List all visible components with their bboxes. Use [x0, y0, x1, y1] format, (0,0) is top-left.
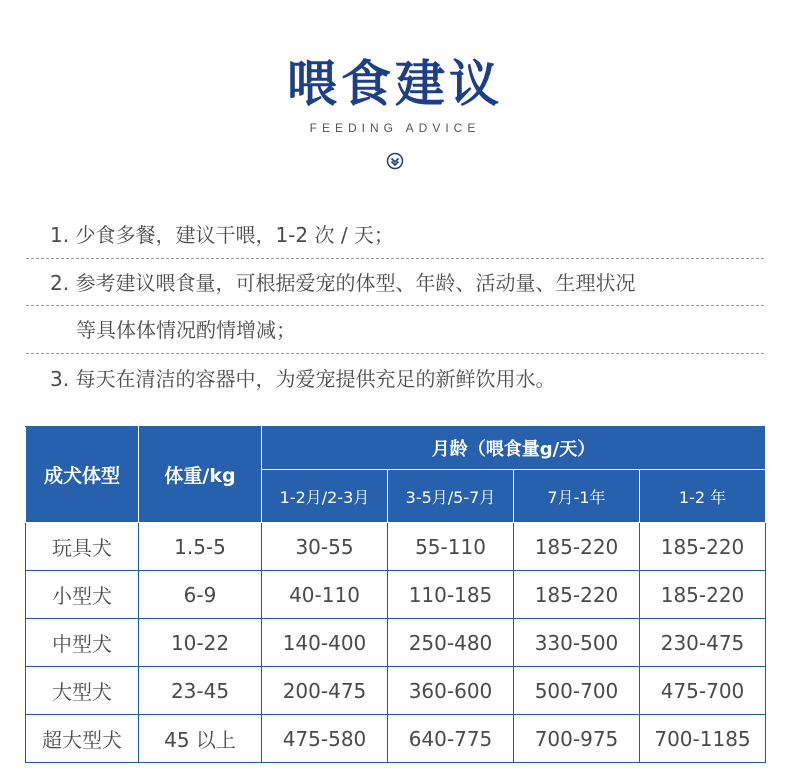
- chevron-down-circle-icon: [386, 152, 404, 170]
- cell-amount: 30-55: [262, 523, 388, 571]
- cell-size: 超大型犬: [26, 715, 139, 763]
- cell-amount: 185-220: [514, 523, 640, 571]
- table-row: [26, 715, 766, 763]
- divider: [26, 258, 764, 259]
- column-header-age: 1-2 年: [640, 470, 766, 523]
- advice-line-1: 1. 少食多餐，建议干喂，1-2 次 / 天；: [50, 223, 394, 247]
- cell-amount: 475-580: [262, 715, 388, 763]
- cell-amount: 475-700: [640, 667, 766, 715]
- cell-weight: 23-45: [139, 667, 262, 715]
- divider: [26, 353, 764, 354]
- cell-amount: 250-480: [388, 619, 514, 667]
- column-header-size: 成犬体型: [26, 427, 139, 523]
- column-header-age: 7月-1年: [514, 470, 640, 523]
- cell-amount: 500-700: [514, 667, 640, 715]
- cell-amount: 700-1185: [640, 715, 766, 763]
- cell-amount: 360-600: [388, 667, 514, 715]
- cell-size: 中型犬: [26, 619, 139, 667]
- cell-amount: 200-475: [262, 667, 388, 715]
- column-header-age: 3-5月/5-7月: [388, 470, 514, 523]
- cell-amount: 230-475: [640, 619, 766, 667]
- feeding-table: [25, 426, 766, 763]
- cell-amount: 140-400: [262, 619, 388, 667]
- cell-size: 大型犬: [26, 667, 139, 715]
- cell-size: 小型犬: [26, 571, 139, 619]
- advice-line-2: 2. 参考建议喂食量，可根据爱宠的体型、年龄、活动量、生理状况: [50, 271, 636, 295]
- table-row: [26, 523, 766, 571]
- column-header-weight: 体重/kg: [139, 427, 262, 523]
- column-group-header-age: 月龄（喂食量g/天）: [262, 427, 766, 470]
- cell-size: 玩具犬: [26, 523, 139, 571]
- cell-amount: 330-500: [514, 619, 640, 667]
- cell-weight: 6-9: [139, 571, 262, 619]
- table-row: [26, 619, 766, 667]
- cell-amount: 700-975: [514, 715, 640, 763]
- cell-amount: 185-220: [640, 571, 766, 619]
- cell-weight: 10-22: [139, 619, 262, 667]
- cell-weight: 1.5-5: [139, 523, 262, 571]
- column-header-age: 1-2月/2-3月: [262, 470, 388, 523]
- cell-amount: 185-220: [640, 523, 766, 571]
- cell-amount: 110-185: [388, 571, 514, 619]
- advice-line-2-continued: 等具体体情况酌情增减；: [76, 318, 296, 342]
- advice-line-3: 3. 每天在清洁的容器中，为爱宠提供充足的新鲜饮用水。: [50, 367, 556, 391]
- divider: [26, 305, 764, 306]
- cell-amount: 40-110: [262, 571, 388, 619]
- cell-amount: 55-110: [388, 523, 514, 571]
- cell-weight: 45 以上: [139, 715, 262, 763]
- cell-amount: 640-775: [388, 715, 514, 763]
- table-row: [26, 667, 766, 715]
- page-title: 喂食建议: [287, 55, 503, 113]
- page-subtitle: FEEDING ADVICE: [309, 121, 481, 135]
- cell-amount: 185-220: [514, 571, 640, 619]
- table-row: [26, 571, 766, 619]
